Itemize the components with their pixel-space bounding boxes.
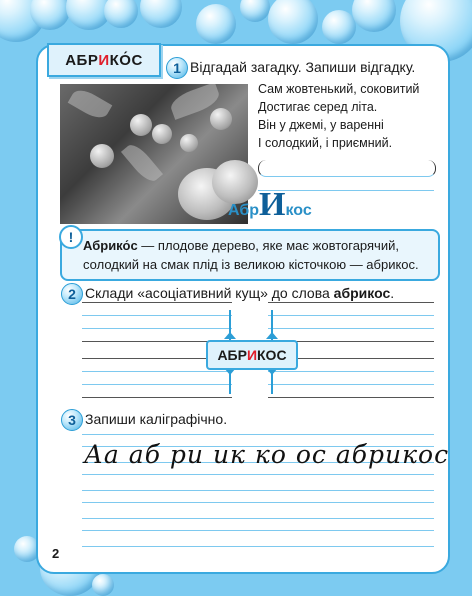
task-number-badge: 2 (61, 283, 83, 305)
bubble (140, 0, 182, 28)
task-3-instruction: Запиши каліграфічно. (85, 411, 228, 427)
writing-line[interactable] (82, 490, 434, 491)
definition-term: Абрико́с (83, 238, 138, 253)
task-2-word: абрикос (333, 285, 391, 301)
riddle-line: Він у джемі, у варенні (258, 118, 384, 132)
apricot-fruit (152, 124, 172, 144)
bubble (104, 0, 138, 28)
assoc-part: КОС (257, 347, 287, 363)
bubble (268, 0, 318, 44)
arrow-up-icon (224, 332, 236, 339)
bubble (352, 0, 396, 32)
word-art-big-letter: И (259, 186, 286, 223)
word-art-part: Абр (228, 202, 259, 219)
definition-body: — плодове дерево, яке має жовтогарячий, солодкий на смак плід із великою кісточкою — абрикос. (83, 238, 419, 272)
apricot-fruit (180, 134, 198, 152)
association-center-word (206, 340, 298, 370)
task-number-badge: 1 (166, 57, 188, 79)
arrow-up-icon (266, 332, 278, 339)
assoc-accent-letter: И (246, 347, 258, 363)
leaf (121, 140, 163, 185)
writing-line[interactable] (82, 530, 434, 531)
word-art (228, 186, 312, 224)
writing-line (82, 434, 434, 435)
title-accent-letter: И (98, 51, 110, 69)
title-part: АБР (65, 51, 99, 69)
title-part: КО́С (109, 51, 143, 69)
association-lines-top-right[interactable] (268, 302, 434, 342)
riddle-line: Достигає серед літа. (258, 100, 378, 114)
riddle-line: Сам жовтенький, соковитий (258, 82, 420, 96)
task-1-instruction: Відгадай загадку. Запиши відгадку. (190, 59, 416, 75)
assoc-part: АБР (217, 347, 247, 363)
task-number-badge: 3 (61, 409, 83, 431)
association-lines-top-left[interactable] (82, 302, 232, 342)
bubble (322, 10, 356, 44)
word-art-part: кос (285, 202, 312, 219)
task-2-end: . (390, 285, 395, 301)
apricot-fruit (90, 144, 114, 168)
bubble (196, 4, 236, 44)
lesson-title (47, 43, 161, 77)
writing-line[interactable] (82, 502, 434, 503)
apricot-fruit (210, 108, 232, 130)
exclamation-icon: ! (59, 225, 83, 249)
bubble (92, 574, 114, 596)
calligraphy-sample: Аа аб ри ик ко ос абрикос (84, 440, 450, 469)
riddle-text (258, 80, 419, 152)
leaf (68, 85, 113, 122)
bubble (240, 0, 270, 22)
writing-line (82, 474, 434, 475)
writing-line[interactable] (82, 546, 434, 547)
apricot-fruit (130, 114, 152, 136)
task-2-instruction (85, 285, 394, 301)
definition-text (83, 236, 428, 274)
answer-field[interactable] (258, 160, 436, 177)
page-number: 2 (52, 546, 60, 561)
writing-line[interactable] (82, 518, 434, 519)
task-2-text: Склади «асоціативний кущ» до слова (85, 285, 334, 301)
riddle-line: І солодкий, і приємний. (258, 136, 393, 150)
